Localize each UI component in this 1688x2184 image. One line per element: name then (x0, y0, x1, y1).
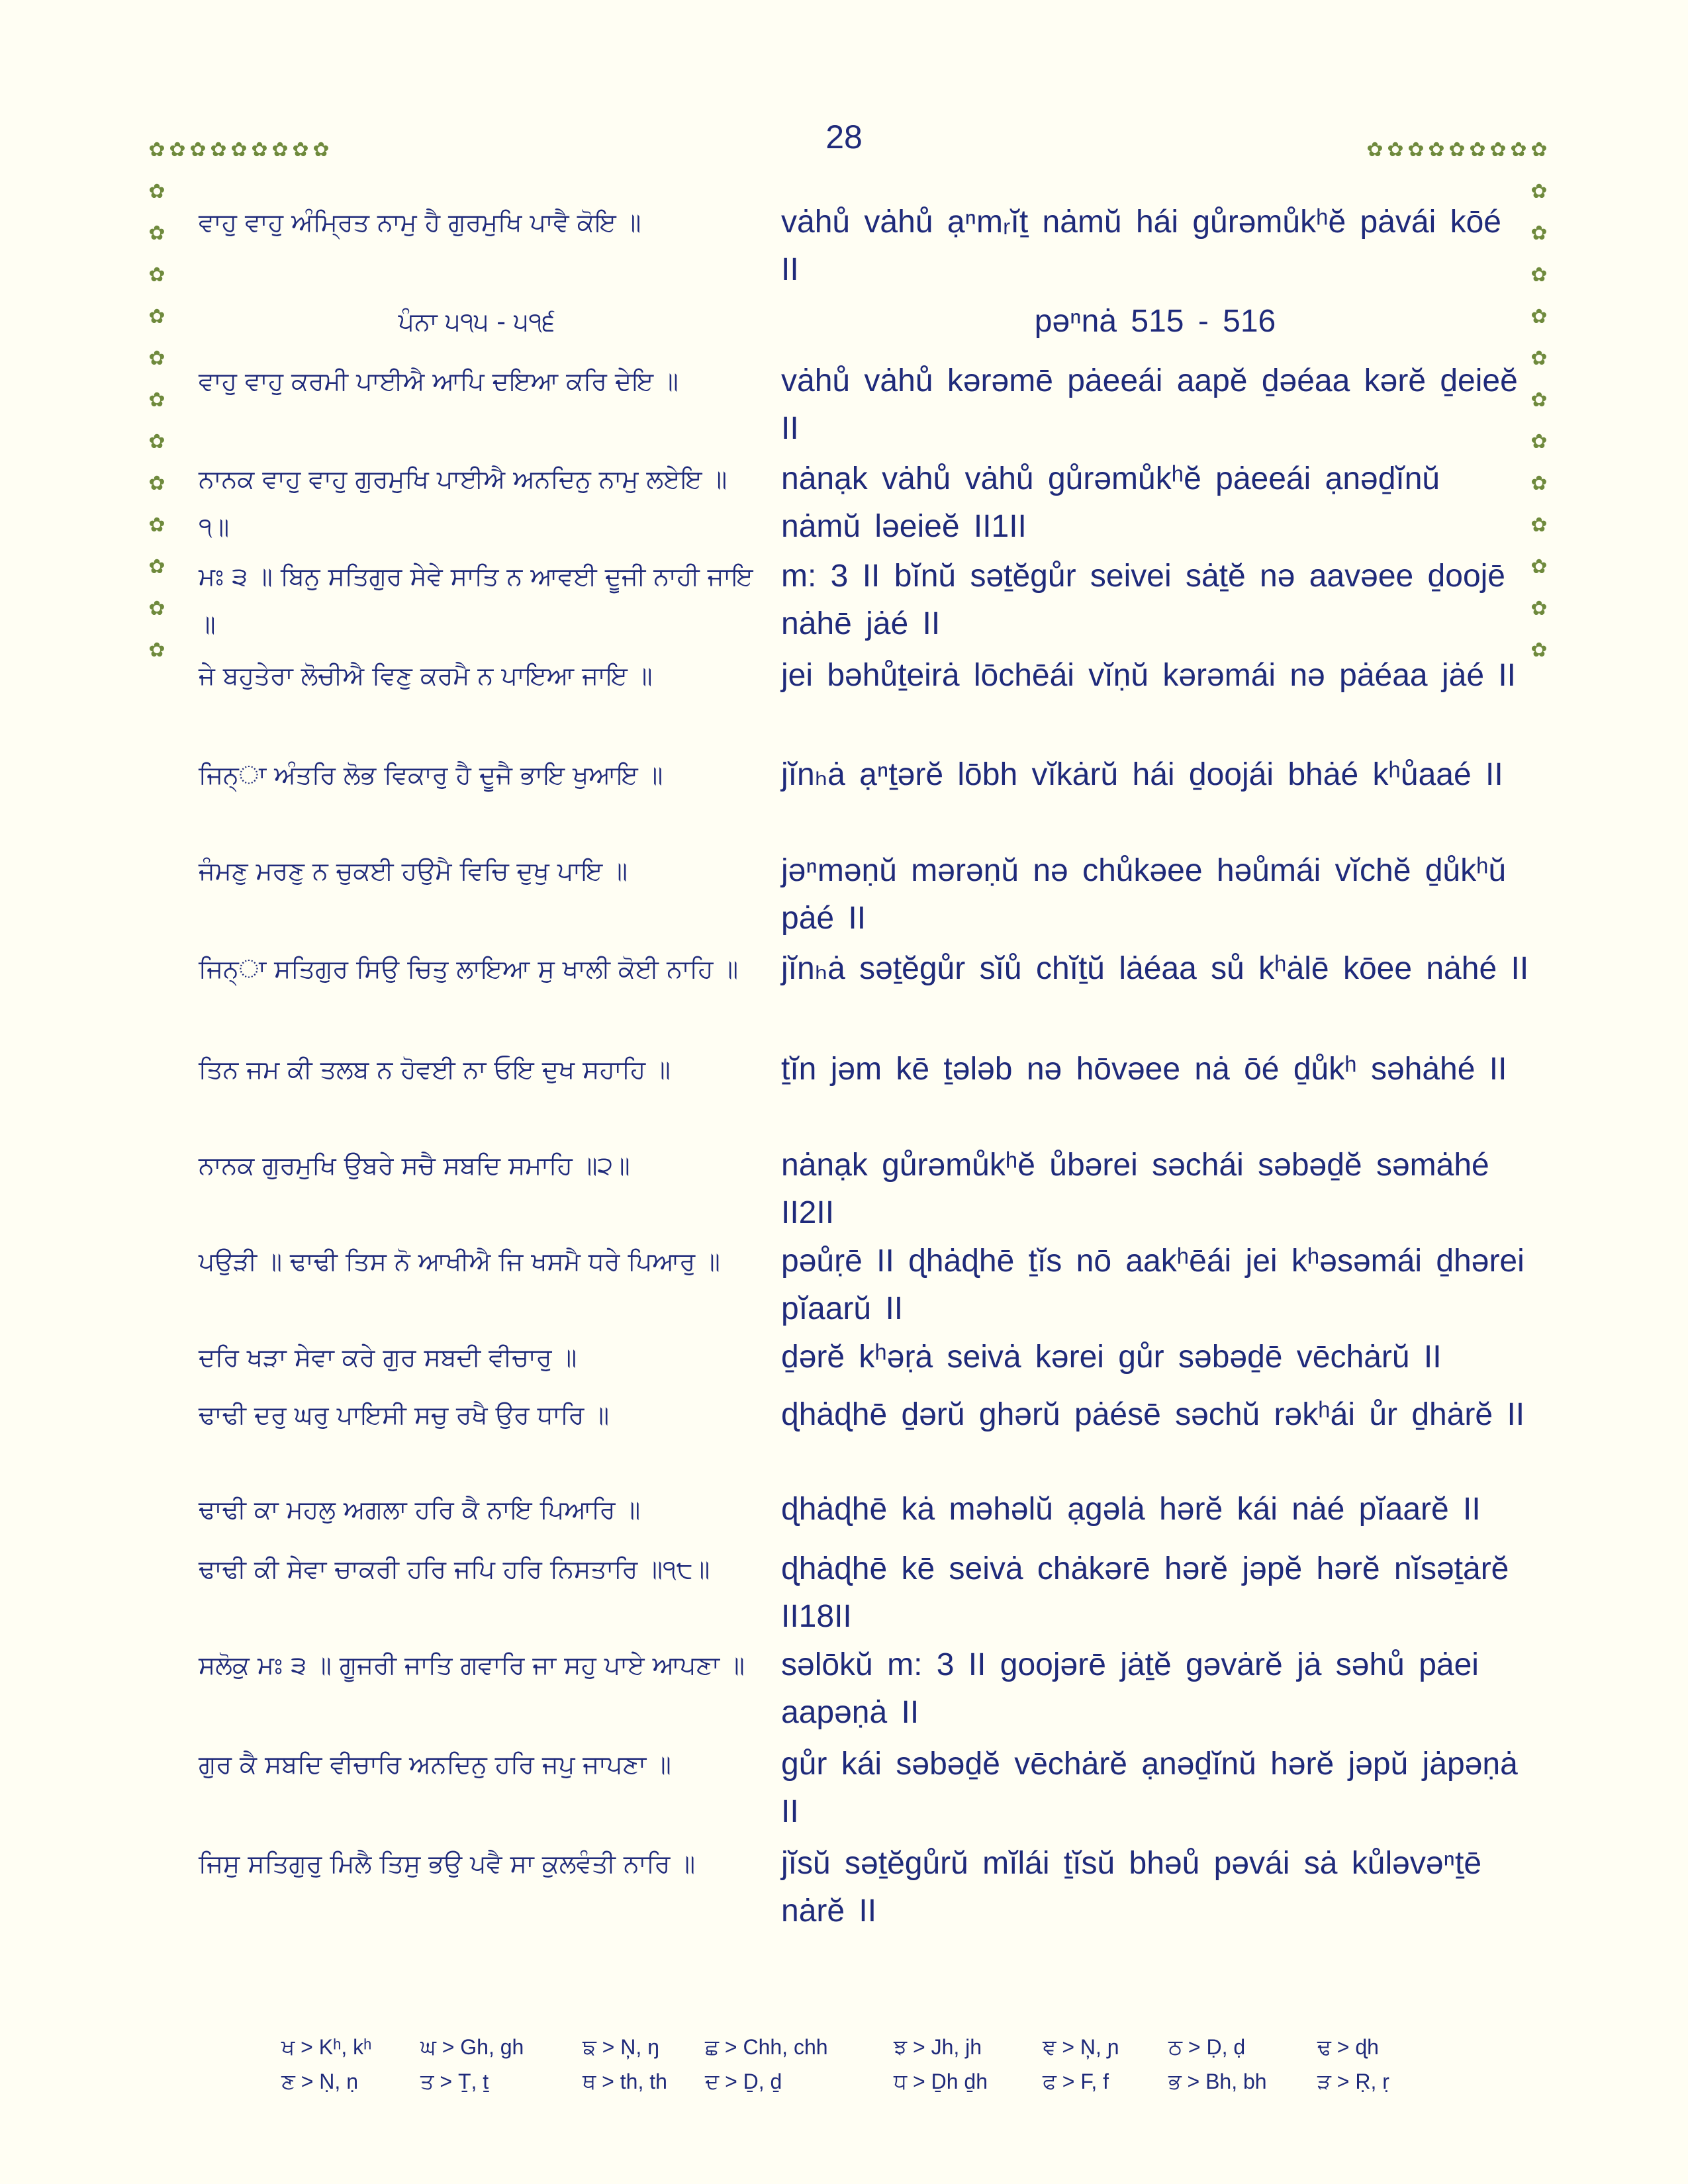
gurmukhi-line: ਜਿਨ੍ਾ ਅੰਤਰਿ ਲੋਭ ਵਿਕਾਰੁ ਹੈ ਦੂਜੈ ਭਾਇ ਖੁਆਇ ॥ (199, 760, 663, 790)
page-number: 28 (825, 118, 863, 156)
flower-icon: ✿ (1530, 430, 1548, 453)
key-item: ੜ > Ṛ, ṛ (1317, 2070, 1389, 2093)
transliteration-line: nȧnạk gůrəmůkʰĕ ůbərei səchái səbəḏĕ səmȧhé II2II (781, 1148, 1489, 1230)
transliteration-line: jei bəhůṯeirȧ lōchēái vĭṇŭ kərəmái nə pȧéaa jȧé II (781, 658, 1517, 693)
transliteration-line: gůr kái səbəḏĕ vēchȧrĕ ạnəḏĭnŭ hərĕ jəpŭ jȧpəṇȧ II (781, 1747, 1518, 1829)
key-item: ਝ > Jh, jh (894, 2035, 982, 2059)
flower-icon: ✿ (1530, 597, 1548, 620)
flower-icon: ✿ (1530, 180, 1548, 203)
transliteration-line: səlōkŭ m: 3 II goojərē jȧṯĕ gəvȧrĕ jȧ səhů pȧei aapəṇȧ II (781, 1647, 1479, 1730)
flower-icon: ✿ (189, 138, 207, 161)
flower-icon: ✿ (1469, 138, 1486, 161)
gurmukhi-line: ਪਉੜੀ ॥ ਢਾਢੀ ਤਿਸ ਨੋ ਆਖੀਐ ਜਿ ਖਸਮੈ ਧਰੇ ਪਿਆਰੁ ॥ (199, 1247, 720, 1276)
flower-icon: ✿ (148, 347, 165, 370)
gurmukhi-line: ਵਾਹੁ ਵਾਹੁ ਅੰਮ੍ਰਿਤ ਨਾਮੁ ਹੈ ਗੁਰਮੁਖਿ ਪਾਵੈ ਕੋਇ ॥ (199, 208, 641, 237)
flower-icon: ✿ (1510, 138, 1527, 161)
flower-icon: ✿ (1530, 472, 1548, 495)
page-range-translit: pəⁿnȧ 515 - 516 (1034, 304, 1276, 339)
key-item: ਛ > Chh, chh (705, 2035, 828, 2059)
flower-icon: ✿ (1448, 138, 1466, 161)
flower-icon: ✿ (1366, 138, 1383, 161)
gurmukhi-line: ਦਰਿ ਖੜਾ ਸੇਵਾ ਕਰੇ ਗੁਰ ਸਬਦੀ ਵੀਚਾਰੁ ॥ (199, 1343, 577, 1372)
transliteration-line: jĭsŭ səṯĕgůrŭ mĭlái ṯĭsŭ bhəů pəvái sȧ kůləvəⁿṯē nȧrĕ II (781, 1846, 1482, 1929)
key-item: ਢ > ɖh (1317, 2035, 1379, 2059)
key-item: ਤ > Ṯ, ṯ (420, 2070, 489, 2093)
gurmukhi-line: ਜੰਮਣੁ ਮਰਣੁ ਨ ਚੁਕਈ ਹਉਮੈ ਵਿਚਿ ਦੁਖੁ ਪਾਇ ॥ (199, 856, 628, 886)
flower-icon: ✿ (1530, 263, 1548, 287)
gurmukhi-line: ਢਾਢੀ ਦਰੁ ਘਰੁ ਪਾਇਸੀ ਸਚੁ ਰਖੈ ਉਰ ਧਾਰਿ ॥ (199, 1400, 610, 1430)
key-item: ਦ > Ḏ, ḏ (705, 2070, 782, 2093)
transliteration-line: jĭnₕȧ səṯĕgůr sĭů chĭṯŭ lȧéaa sů kʰȧlē kōee nȧhé II (781, 951, 1529, 986)
transliteration-line: m: 3 II bĭnŭ səṯĕgůr seivei sȧṯĕ nə aavəee ḏoojē nȧhē jȧé II (781, 559, 1505, 641)
flower-icon: ✿ (1489, 138, 1507, 161)
flower-icon: ✿ (1530, 639, 1548, 662)
flower-icon: ✿ (251, 138, 268, 161)
key-item: ਭ > Bh, bh (1168, 2070, 1267, 2093)
key-item: ਠ > Ḍ, ḍ (1168, 2035, 1246, 2059)
flower-icon: ✿ (148, 639, 165, 662)
flower-icon: ✿ (148, 180, 165, 203)
key-item: ਖ > Kʰ, kʰ (281, 2035, 372, 2059)
flower-icon: ✿ (1530, 222, 1548, 245)
gurmukhi-line: ਜਿਸੁ ਸਤਿਗੁਰੁ ਮਿਲੈ ਤਿਸੁ ਭਉ ਪਵੈ ਸਾ ਕੁਲਵੰਤੀ ਨਾਰਿ ॥ (199, 1849, 696, 1878)
flower-icon: ✿ (210, 138, 227, 161)
flower-icon: ✿ (1530, 388, 1548, 412)
flower-icon: ✿ (1387, 138, 1404, 161)
flower-icon: ✿ (230, 138, 248, 161)
gurmukhi-line: ਗੁਰ ਕੈ ਸਬਦਿ ਵੀਚਾਰਿ ਅਨਦਿਨੁ ਹਰਿ ਜਪੁ ਜਾਪਣਾ ॥ (199, 1750, 671, 1779)
flower-icon: ✿ (148, 430, 165, 453)
gurmukhi-line: ਢਾਢੀ ਕਾ ਮਹਲੁ ਅਗਲਾ ਹਰਿ ਕੈ ਨਾਇ ਪਿਆਰਿ ॥ (199, 1495, 641, 1524)
flower-icon: ✿ (1530, 347, 1548, 370)
transliteration-line: vȧhů vȧhů kərəmē pȧeeái aapĕ ḏəéaa kərĕ ḏeieĕ II (781, 363, 1518, 446)
flower-icon: ✿ (148, 222, 165, 245)
flower-icon: ✿ (148, 472, 165, 495)
flower-icon: ✿ (1530, 138, 1548, 161)
flower-icon: ✿ (292, 138, 309, 161)
flower-icon: ✿ (1530, 305, 1548, 328)
transliteration-line: nȧnạk vȧhů vȧhů gůrəmůkʰĕ pȧeeái ạnəḏĭnŭ nȧmŭ ləeieĕ II1II (781, 461, 1440, 544)
flower-icon: ✿ (312, 138, 330, 161)
flower-icon: ✿ (148, 305, 165, 328)
transliteration-line: vȧhů vȧhů ạⁿmᵣĭṯ nȧmŭ hái gůrəmůkʰĕ pȧvái kōé II (781, 205, 1501, 287)
flower-icon: ✿ (1428, 138, 1445, 161)
gurmukhi-line: ਜੇ ਬਹੁਤੇਰਾ ਲੋਚੀਐ ਵਿਣੁ ਕਰਮੈ ਨ ਪਾਇਆ ਜਾਇ ॥ (199, 661, 653, 690)
flower-icon: ✿ (169, 138, 186, 161)
flower-icon: ✿ (148, 597, 165, 620)
flower-icon: ✿ (148, 555, 165, 578)
flower-icon: ✿ (148, 388, 165, 412)
gurmukhi-line: ਢਾਢੀ ਕੀ ਸੇਵਾ ਚਾਕਰੀ ਹਰਿ ਜਪਿ ਹਰਿ ਨਿਸਤਾਰਿ ॥੧੮॥ (199, 1555, 710, 1584)
transliteration-line: pəůṛē II ɖhȧɖhē ṯĭs nō aakʰēái jei kʰəsəmái ḏhərei pĭaarŭ II (781, 1244, 1524, 1326)
transliteration-line: jĭnₕȧ ạⁿṯərĕ lōbh vĭkȧrŭ hái ḏoojái bhȧé kʰůaaé II (781, 757, 1503, 792)
flower-icon: ✿ (1407, 138, 1425, 161)
transliteration-line: ɖhȧɖhē ḏərŭ ghərŭ pȧésē səchŭ rəkʰái ůr ḏhȧrĕ II (781, 1397, 1525, 1432)
key-item: ਘ > Gh, gh (420, 2035, 524, 2059)
key-item: ਫ > F, f (1043, 2070, 1109, 2093)
page-range-gurmukhi: ਪੰਨਾ ੫੧੫ - ੫੧੬ (398, 307, 555, 336)
transliteration-line: ɖhȧɖhē kȧ məhəlŭ ạgəlȧ hərĕ kái nȧé pĭaarĕ II (781, 1492, 1481, 1527)
flower-icon: ✿ (1530, 555, 1548, 578)
flower-icon: ✿ (148, 138, 165, 161)
gurmukhi-line: ਵਾਹੁ ਵਾਹੁ ਕਰਮੀ ਪਾਈਐ ਆਪਿ ਦਇਆ ਕਰਿ ਦੇਇ ॥ (199, 367, 679, 396)
gurmukhi-line: ਮਃ ੩ ॥ ਬਿਨੁ ਸਤਿਗੁਰ ਸੇਵੇ ਸਾਤਿ ਨ ਆਵਈ ਦੂਜੀ ਨਾਹੀ ਜਾਇ ॥ (199, 562, 753, 639)
key-item: ਞ > N̦, ɲ (1043, 2035, 1119, 2059)
gurmukhi-line: ਜਿਨ੍ਾ ਸਤਿਗੁਰ ਸਿਉ ਚਿਤੁ ਲਾਇਆ ਸੁ ਖਾਲੀ ਕੋਈ ਨਾਹਿ ॥ (199, 954, 739, 983)
gurmukhi-line: ਤਿਨ ਜਮ ਕੀ ਤਲਬ ਨ ਹੋਵਈ ਨਾ ਓਇ ਦੁਖ ਸਹਾਹਿ ॥ (199, 1055, 671, 1084)
key-item: ਥ > th, th (583, 2070, 667, 2093)
transliteration-line: ṯĭn jəm kē ṯələb nə hōvəee nȧ ōé ḏůkʰ səhȧhé II (781, 1052, 1507, 1087)
gurmukhi-line: ਸਲੋਕੁ ਮਃ ੩ ॥ ਗੂਜਰੀ ਜਾਤਿ ਗਵਾਰਿ ਜਾ ਸਹੁ ਪਾਏ ਆਪਣਾ ॥ (199, 1651, 745, 1680)
key-item: ਙ > N̦, ŋ (583, 2035, 659, 2059)
flower-icon: ✿ (148, 263, 165, 287)
transliteration-line: jəⁿməṇŭ mərəṇŭ nə chůkəee həůmái vĭchĕ ḏůkʰŭ pȧé II (781, 853, 1507, 936)
flower-icon: ✿ (1530, 514, 1548, 537)
key-item: ਣ > Ṇ, ṇ (281, 2070, 358, 2093)
flower-icon: ✿ (148, 514, 165, 537)
key-item: ਧ > Ḏh ḏh (894, 2070, 988, 2093)
flower-icon: ✿ (271, 138, 289, 161)
transliteration-line: ḏərĕ kʰəṛȧ seivȧ kərei gůr səbəḏē vēchȧrŭ II (781, 1340, 1442, 1375)
gurmukhi-line: ਨਾਨਕ ਵਾਹੁ ਵਾਹੁ ਗੁਰਮੁਖਿ ਪਾਈਐ ਅਨਦਿਨੁ ਨਾਮੁ ਲਏਇ ॥੧॥ (199, 465, 727, 541)
transliteration-line: ɖhȧɖhē kē seivȧ chȧkərē hərĕ jəpĕ hərĕ nĭsəṯȧrĕ II18II (781, 1551, 1509, 1634)
gurmukhi-line: ਨਾਨਕ ਗੁਰਮੁਖਿ ਉਬਰੇ ਸਚੈ ਸਬਦਿ ਸਮਾਹਿ ॥੨॥ (199, 1151, 630, 1180)
